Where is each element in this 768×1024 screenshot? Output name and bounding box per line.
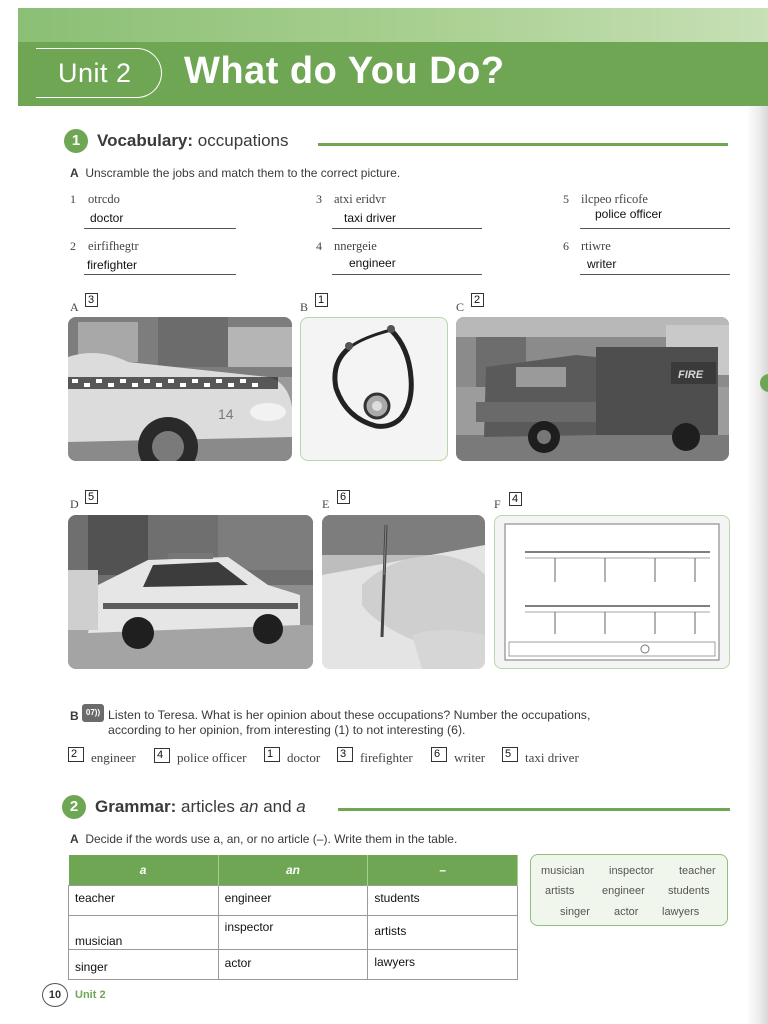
answer-line [580, 228, 730, 229]
item-number: 5 [563, 192, 569, 206]
picture-letter-c: C [456, 300, 465, 314]
word-bank-item: actor [614, 906, 639, 918]
table-cell[interactable]: engineer [218, 886, 368, 916]
table-row [69, 886, 518, 916]
exercise-b-letter: B [70, 709, 79, 723]
table-cell[interactable]: lawyers [368, 950, 518, 980]
item-number: 4 [316, 239, 322, 253]
scrambled-word: rtiwre [581, 239, 611, 253]
answer-text: doctor [90, 211, 124, 225]
rank-box-firefighter[interactable]: 3 [337, 747, 353, 762]
audio-track-icon[interactable]: 07)) [82, 704, 104, 722]
firetruck-label: FIRE [678, 369, 704, 381]
stethoscope-photo [300, 317, 448, 461]
word-bank-item: lawyers [662, 906, 700, 918]
section-title-grammar: Grammar: articles an and a [95, 797, 306, 816]
column-header-an: an [218, 855, 368, 886]
page-edge-shadow [746, 106, 768, 1024]
picture-letter-a: A [70, 300, 79, 314]
section-number-1: 1 [64, 129, 88, 153]
item-number: 2 [70, 239, 76, 253]
picture-answer-box-a[interactable]: 3 [85, 293, 98, 307]
column-header-a: a [69, 855, 219, 886]
occupation-label: doctor [287, 750, 321, 765]
answer-text: writer [587, 257, 617, 271]
word-bank-item: teacher [679, 865, 716, 877]
word-bank-item: inspector [609, 865, 654, 877]
item-number: 3 [316, 192, 322, 206]
writing-photo [322, 515, 485, 669]
rank-box-engineer[interactable]: 2 [68, 747, 84, 762]
picture-letter-f: F [494, 497, 501, 511]
blueprint-photo [494, 515, 730, 669]
word-bank-item: artists [545, 885, 575, 897]
table-cell[interactable]: teacher [69, 886, 219, 916]
picture-answer-box-e[interactable]: 6 [337, 490, 350, 504]
word-bank-item: singer [560, 906, 590, 918]
table-cell[interactable]: artists [368, 916, 518, 950]
word-bank-item: students [668, 885, 710, 897]
audio-track-number: 07 [85, 708, 95, 717]
exercise-b-instruction: Listen to Teresa. What is her opinion about these occupations? Number the occupations, according to her opinion, from interesting (1) to not interesting (6). [108, 708, 591, 737]
table-cell[interactable]: actor [218, 950, 368, 980]
rank-box-police-officer[interactable]: 4 [154, 748, 170, 763]
scrambled-word: nnergeie [334, 239, 377, 253]
answer-line [332, 274, 482, 275]
taxi-photo [68, 317, 292, 461]
word-bank [530, 854, 728, 926]
scrambled-word: eirfifhegtr [88, 239, 139, 253]
occupation-label: police officer [177, 750, 247, 765]
word-bank-item: engineer [602, 885, 645, 897]
exercise-a-instruction: A Unscramble the jobs and match them to the correct picture. [70, 166, 401, 180]
answer-text: taxi driver [344, 211, 397, 225]
item-number: 1 [70, 192, 76, 206]
occupation-label: engineer [91, 750, 136, 765]
answer-line [332, 228, 482, 229]
table-cell[interactable]: students [368, 886, 518, 916]
answer-line [84, 274, 236, 275]
rank-box-doctor[interactable]: 1 [264, 747, 280, 762]
table-cell[interactable]: inspector [218, 916, 368, 950]
firetruck-photo [456, 317, 729, 461]
scrambled-word: otrcdo [88, 192, 120, 206]
table-row [69, 916, 518, 950]
scrambled-word: atxi eridvr [334, 192, 386, 206]
section-number-2: 2 [62, 795, 86, 819]
rank-box-writer[interactable]: 6 [431, 747, 447, 762]
picture-answer-box-f[interactable]: 4 [509, 492, 522, 506]
picture-letter-b: B [300, 300, 309, 314]
section-title-vocabulary: Vocabulary: occupations [97, 131, 289, 150]
unit-label: Unit 2 [58, 58, 132, 88]
item-number: 6 [563, 239, 569, 253]
taxi-number: 14 [218, 406, 234, 422]
answer-text: police officer [595, 207, 663, 221]
rank-box-taxi-driver[interactable]: 5 [502, 747, 518, 762]
table-row [69, 950, 518, 980]
answer-line [580, 274, 730, 275]
occupation-label: taxi driver [525, 750, 579, 765]
page-number: 10 [42, 983, 68, 1007]
occupation-label: firefighter [360, 750, 413, 765]
word-bank-item: musician [541, 865, 585, 877]
picture-answer-box-b[interactable]: 1 [315, 293, 328, 307]
page-title: What do You Do? [184, 50, 505, 92]
header-top-strip [18, 8, 768, 42]
scrambled-word: ilcpeo rficofe [581, 192, 648, 206]
picture-letter-e: E [322, 497, 330, 511]
table-cell[interactable]: singer [69, 950, 219, 980]
section-rule [338, 808, 730, 811]
answer-text: engineer [349, 256, 396, 270]
section-rule [318, 143, 728, 146]
table-cell[interactable]: musician [69, 916, 219, 950]
answer-text: firefighter [87, 258, 138, 272]
answer-line [84, 228, 236, 229]
picture-answer-box-d[interactable]: 5 [85, 490, 98, 504]
grammar-instruction: A Decide if the words use a, an, or no article (–). Write them in the table. [70, 832, 458, 846]
column-header-none: – [368, 855, 518, 886]
picture-letter-d: D [70, 497, 79, 511]
table-header-row [69, 855, 518, 886]
article-table [68, 855, 518, 980]
police-car-photo [68, 515, 313, 669]
footer-unit-label: Unit 2 [75, 989, 106, 1001]
picture-answer-box-c[interactable]: 2 [471, 293, 484, 307]
occupation-label: writer [454, 750, 486, 765]
